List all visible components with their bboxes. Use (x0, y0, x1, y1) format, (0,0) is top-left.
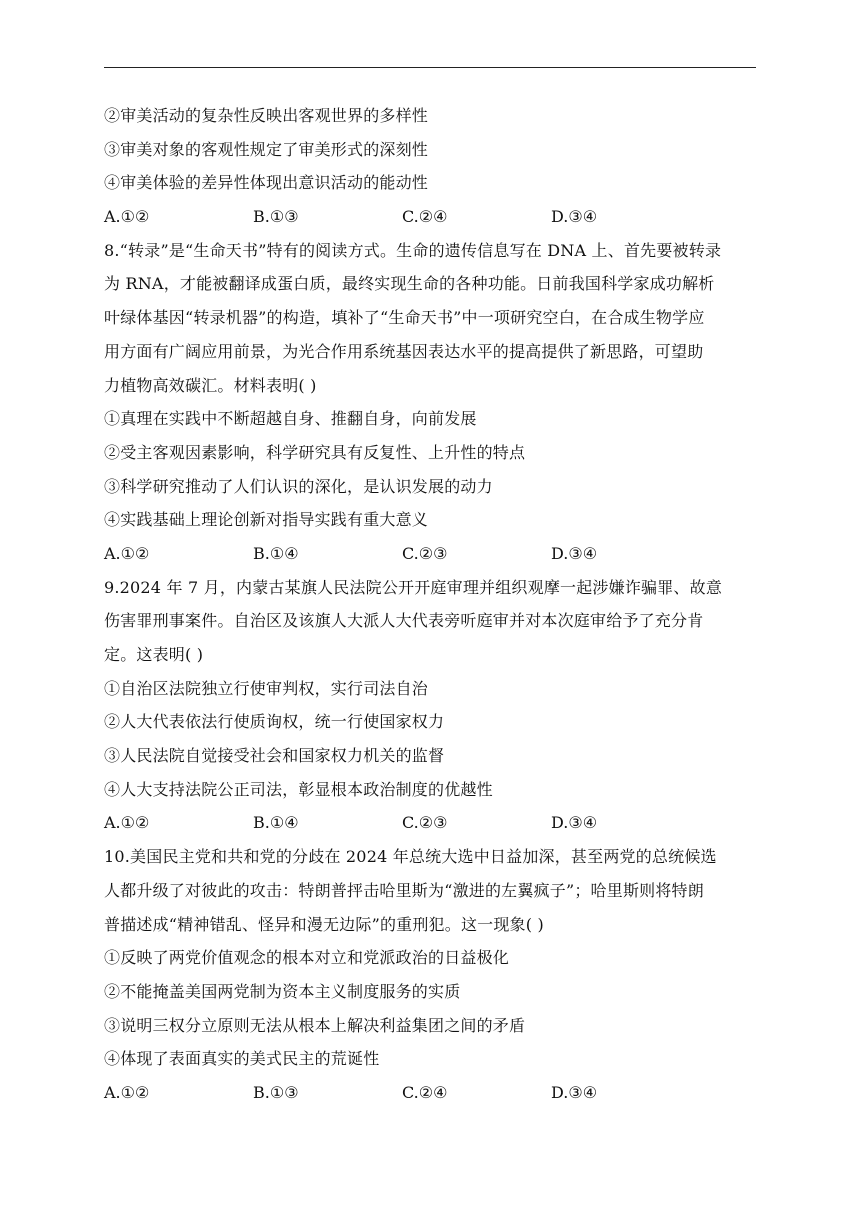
question-10-stem: 人都升级了对彼此的攻击：特朗普抨击哈里斯为“激进的左翼疯子”；哈里斯则将特朗 (104, 880, 704, 900)
option-statement-4: ④人大支持法院公正司法，彰显根本政治制度的优越性 (104, 779, 493, 799)
choice-a: A.①② (104, 207, 150, 227)
option-statement-4: ④体现了表面真实的美式民主的荒诞性 (104, 1049, 380, 1069)
option-statement-3: ③人民法院自觉接受社会和国家权力机关的监督 (104, 746, 445, 766)
question-9-stem: 定。这表明( ) (104, 645, 204, 664)
option-statement-1: ①反映了两党价值观念的根本对立和党派政治的日益极化 (104, 948, 510, 968)
option-statement-1: ①真理在实践中不断超越自身、推翻自身，向前发展 (104, 409, 477, 429)
choice-c: C.②③ (402, 543, 448, 563)
choice-d: D.③④ (551, 543, 598, 563)
option-statement-3: ③科学研究推动了人们认识的深化，是认识发展的动力 (104, 476, 493, 496)
option-statement-2: ②人大代表依法行使质询权，统一行使国家权力 (104, 712, 445, 732)
option-statement-3: ③审美对象的客观性规定了审美形式的深刻性 (104, 139, 429, 159)
question-8-stem: 为 RNA，才能被翻译成蛋白质，最终实现生命的各种功能。日前我国科学家成功解析 (104, 274, 715, 294)
choice-b: B.①③ (253, 1082, 299, 1102)
answer-choices (104, 1076, 764, 1110)
option-statement-2: ②不能掩盖美国两党制为资本主义制度服务的实质 (104, 981, 461, 1001)
question-8-stem: 用方面有广阔应用前景，为光合作用系统基因表达水平的提高提供了新思路，可望助 (104, 341, 704, 361)
option-statement-2: ②受主客观因素影响，科学研究具有反复性、上升性的特点 (104, 442, 526, 462)
question-10-stem: 普描述成“精神错乱、怪异和漫无边际”的重刑犯。这一现象( ) (104, 914, 544, 934)
question-9-stem: 9.2024 年 7 月，内蒙古某旗人民法院公开开庭审理并组织观摩一起涉嫌诈骗罪、故意 (104, 577, 723, 597)
question-9-stem: 伤害罪刑事案件。自治区及该旗人大派人大代表旁听庭审并对本次庭审给予了充分肯 (104, 611, 704, 631)
answer-choices (104, 200, 764, 234)
answer-choices (104, 537, 764, 571)
choice-a: A.①② (104, 543, 150, 563)
question-8-stem: 8.“转录”是“生命天书”特有的阅读方式。生命的遗传信息写在 DNA 上、首先要被转录 (104, 240, 722, 260)
question-8-stem: 叶绿体基因“转录机器”的构造，填补了“生命天书”中一项研究空白，在合成生物学应 (104, 308, 705, 328)
choice-b: B.①③ (253, 207, 299, 227)
answer-choices (104, 806, 764, 840)
option-statement-4: ④审美体验的差异性体现出意识活动的能动性 (104, 173, 429, 193)
choice-c: C.②③ (402, 813, 448, 833)
choice-d: D.③④ (551, 813, 598, 833)
choice-c: C.②④ (402, 1082, 448, 1102)
choice-a: A.①② (104, 813, 150, 833)
choice-d: D.③④ (551, 207, 598, 227)
choice-d: D.③④ (551, 1082, 598, 1102)
document-body (104, 99, 764, 1110)
choice-b: B.①④ (253, 543, 299, 563)
option-statement-2: ②审美活动的复杂性反映出客观世界的多样性 (104, 106, 429, 125)
question-8-stem: 力植物高效碳汇。材料表明( ) (104, 375, 317, 395)
option-statement-1: ①自治区法院独立行使审判权，实行司法自治 (104, 678, 429, 698)
header-rule (104, 67, 756, 68)
choice-c: C.②④ (402, 207, 448, 227)
option-statement-4: ④实践基础上理论创新对指导实践有重大意义 (104, 510, 429, 530)
choice-b: B.①④ (253, 813, 299, 833)
option-statement-3: ③说明三权分立原则无法从根本上解决利益集团之间的矛盾 (104, 1015, 526, 1035)
question-10-stem: 10.美国民主党和共和党的分歧在 2024 年总统大选中日益加深，甚至两党的总统候选 (104, 847, 717, 867)
choice-a: A.①② (104, 1082, 150, 1102)
